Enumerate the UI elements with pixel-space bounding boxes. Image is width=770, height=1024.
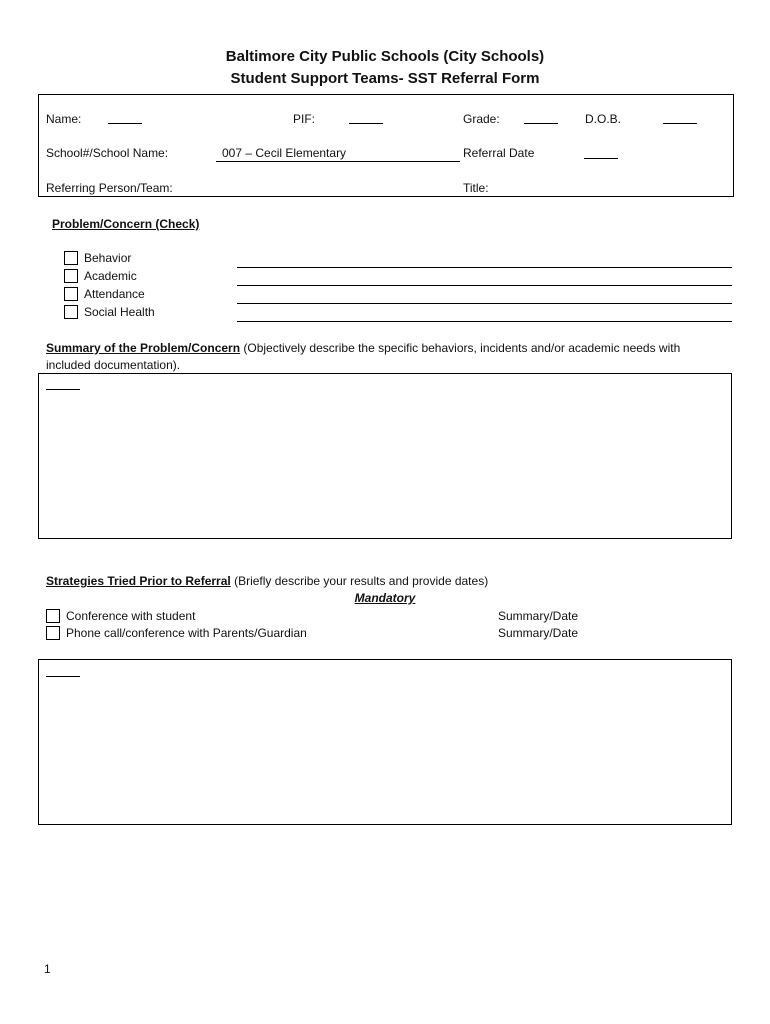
problem-heading: Problem/Concern (Check): [52, 217, 200, 231]
strategies-textarea[interactable]: [38, 659, 732, 825]
strategies-description: (Briefly describe your results and provide dates): [230, 574, 489, 588]
name-label: Name:: [46, 112, 82, 126]
academic-label: Academic: [84, 269, 137, 283]
summary-textarea[interactable]: [38, 373, 732, 539]
summary-description-line2: included documentation).: [46, 358, 181, 372]
dob-label: D.O.B.: [585, 112, 622, 126]
form-title-line1: Baltimore City Public Schools (City Schools): [225, 48, 545, 65]
problem-line-4[interactable]: [237, 321, 732, 322]
conference-student-label: Conference with student: [66, 609, 196, 623]
social-health-label: Social Health: [84, 305, 155, 319]
phone-call-label: Phone call/conference with Parents/Guardian: [66, 626, 307, 640]
social-health-checkbox[interactable]: [64, 305, 78, 319]
name-field[interactable]: [108, 113, 142, 127]
strategies-blank: [46, 675, 80, 677]
problem-line-3[interactable]: [237, 303, 732, 304]
dob-field[interactable]: [663, 113, 697, 127]
mandatory-label: Mandatory: [354, 591, 416, 605]
summary-heading: Summary of the Problem/Concern: [46, 341, 241, 355]
pif-label: PIF:: [293, 112, 316, 126]
phone-call-checkbox[interactable]: [46, 626, 60, 640]
academic-checkbox[interactable]: [64, 269, 78, 283]
referring-person-label: Referring Person/Team:: [46, 181, 173, 195]
grade-label: Grade:: [463, 112, 500, 126]
behavior-label: Behavior: [84, 251, 132, 265]
summary-description: (Objectively describe the specific behaviors, incidents and/or academic needs with: [240, 341, 681, 355]
attendance-label: Attendance: [84, 287, 145, 301]
referral-date-label: Referral Date: [463, 146, 535, 160]
grade-field[interactable]: [524, 113, 558, 127]
referral-date-field[interactable]: [584, 148, 618, 162]
form-title-line2: Student Support Teams- SST Referral Form: [230, 70, 540, 87]
strategies-heading-row: [46, 574, 488, 588]
summary-heading-row: [46, 341, 680, 355]
problem-line-1[interactable]: [237, 267, 732, 268]
conference-student-checkbox[interactable]: [46, 609, 60, 623]
summary-blank: [46, 388, 80, 390]
title-label: Title:: [463, 181, 489, 195]
conference-student-summary-date: Summary/Date: [498, 609, 579, 623]
problem-line-2[interactable]: [237, 285, 732, 286]
phone-call-summary-date: Summary/Date: [498, 626, 579, 640]
school-name-field[interactable]: 007 – Cecil Elementary: [216, 146, 460, 162]
behavior-checkbox[interactable]: [64, 251, 78, 265]
pif-field[interactable]: [349, 113, 383, 127]
strategies-heading: Strategies Tried Prior to Referral: [46, 574, 231, 588]
school-label: School#/School Name:: [46, 146, 169, 160]
attendance-checkbox[interactable]: [64, 287, 78, 301]
page-number: 1: [44, 962, 51, 976]
